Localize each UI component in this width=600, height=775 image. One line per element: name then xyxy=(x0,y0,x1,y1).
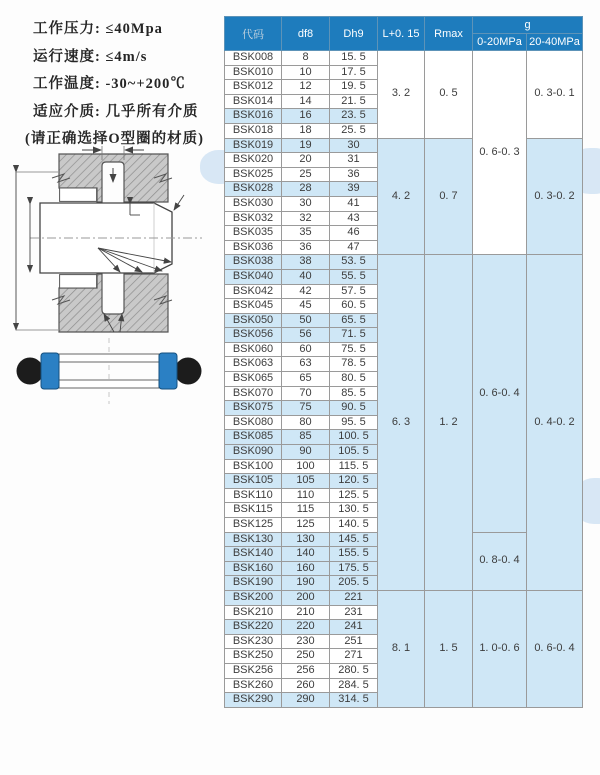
cell-code: BSK045 xyxy=(225,299,282,314)
cell-d: 70 xyxy=(282,386,330,401)
cell-D: 47 xyxy=(330,240,378,255)
cell-D: 140. 5 xyxy=(330,518,378,533)
cell-code: BSK036 xyxy=(225,240,282,255)
cell-D: 19. 5 xyxy=(330,80,378,95)
cell-g1: 0. 6-0. 3 xyxy=(473,51,527,255)
cell-code: BSK075 xyxy=(225,401,282,416)
cell-d: 110 xyxy=(282,488,330,503)
cell-d: 85 xyxy=(282,430,330,445)
cell-D: 17. 5 xyxy=(330,65,378,80)
cell-d: 60 xyxy=(282,342,330,357)
cell-d: 125 xyxy=(282,518,330,533)
header-g-low: 0-20MPa xyxy=(473,34,527,51)
table-row xyxy=(225,138,583,153)
cell-D: 60. 5 xyxy=(330,299,378,314)
cell-code: BSK140 xyxy=(225,547,282,562)
cell-D: 115. 5 xyxy=(330,459,378,474)
cell-code: BSK080 xyxy=(225,415,282,430)
cell-D: 53. 5 xyxy=(330,255,378,270)
cell-d: 200 xyxy=(282,590,330,605)
cell-d: 75 xyxy=(282,401,330,416)
installation-diagram xyxy=(2,142,214,349)
cell-d: 18 xyxy=(282,123,330,138)
cell-D: 125. 5 xyxy=(330,488,378,503)
cell-code: BSK020 xyxy=(225,153,282,168)
cell-d: 56 xyxy=(282,328,330,343)
cell-code: BSK210 xyxy=(225,605,282,620)
cell-d: 65 xyxy=(282,372,330,387)
cell-g1: 1. 0-0. 6 xyxy=(473,590,527,707)
cell-rmax: 1. 2 xyxy=(425,255,473,591)
cell-d: 10 xyxy=(282,65,330,80)
cell-d: 140 xyxy=(282,547,330,562)
cell-code: BSK032 xyxy=(225,211,282,226)
cell-D: 130. 5 xyxy=(330,503,378,518)
cell-D: 251 xyxy=(330,634,378,649)
cell-D: 280. 5 xyxy=(330,663,378,678)
cell-code: BSK063 xyxy=(225,357,282,372)
cell-D: 314. 5 xyxy=(330,693,378,708)
cell-d: 28 xyxy=(282,182,330,197)
cell-d: 20 xyxy=(282,153,330,168)
cell-D: 80. 5 xyxy=(330,372,378,387)
cell-D: 271 xyxy=(330,649,378,664)
cell-D: 120. 5 xyxy=(330,474,378,489)
oring-right xyxy=(175,358,202,385)
cell-d: 32 xyxy=(282,211,330,226)
cell-code: BSK035 xyxy=(225,226,282,241)
cell-code: BSK012 xyxy=(225,80,282,95)
cell-D: 175. 5 xyxy=(330,561,378,576)
cell-d: 14 xyxy=(282,94,330,109)
cell-D: 23. 5 xyxy=(330,109,378,124)
spec-line-temperature: 工作温度: -30~+200℃ xyxy=(33,76,186,92)
cell-D: 43 xyxy=(330,211,378,226)
cell-d: 250 xyxy=(282,649,330,664)
cell-D: 55. 5 xyxy=(330,269,378,284)
cell-d: 290 xyxy=(282,693,330,708)
seal-ring-right xyxy=(159,353,177,389)
cell-code: BSK250 xyxy=(225,649,282,664)
cell-d: 30 xyxy=(282,196,330,211)
cell-code: BSK105 xyxy=(225,474,282,489)
cell-g1: 0. 8-0. 4 xyxy=(473,532,527,590)
spec-line-media: 适应介质: 几乎所有介质 xyxy=(33,103,199,120)
cell-g2: 0. 3-0. 2 xyxy=(527,138,583,255)
cell-code: BSK125 xyxy=(225,518,282,533)
cell-code: BSK025 xyxy=(225,167,282,182)
cell-d: 105 xyxy=(282,474,330,489)
dimension-table-wrap xyxy=(224,16,583,708)
cell-D: 85. 5 xyxy=(330,386,378,401)
cell-D: 65. 5 xyxy=(330,313,378,328)
cell-code: BSK050 xyxy=(225,313,282,328)
cell-D: 155. 5 xyxy=(330,547,378,562)
cell-d: 130 xyxy=(282,532,330,547)
cell-code: BSK070 xyxy=(225,386,282,401)
seal-illustration xyxy=(14,338,204,409)
cell-d: 100 xyxy=(282,459,330,474)
cell-L: 8. 1 xyxy=(378,590,425,707)
cell-code: BSK290 xyxy=(225,693,282,708)
spec-text-block xyxy=(25,16,204,154)
cell-D: 221 xyxy=(330,590,378,605)
table-row xyxy=(225,590,583,605)
cell-d: 42 xyxy=(282,284,330,299)
cell-d: 50 xyxy=(282,313,330,328)
cell-D: 15. 5 xyxy=(330,51,378,66)
cell-code: BSK018 xyxy=(225,123,282,138)
cell-code: BSK060 xyxy=(225,342,282,357)
cell-D: 36 xyxy=(330,167,378,182)
seal-ring-left xyxy=(41,353,59,389)
cell-code: BSK256 xyxy=(225,663,282,678)
cell-L: 3. 2 xyxy=(378,51,425,139)
cell-code: BSK065 xyxy=(225,372,282,387)
cell-code: BSK085 xyxy=(225,430,282,445)
cell-code: BSK042 xyxy=(225,284,282,299)
cell-D: 39 xyxy=(330,182,378,197)
cell-d: 35 xyxy=(282,226,330,241)
cell-code: BSK008 xyxy=(225,51,282,66)
cell-code: BSK220 xyxy=(225,620,282,635)
cell-D: 105. 5 xyxy=(330,445,378,460)
cell-code: BSK019 xyxy=(225,138,282,153)
cell-D: 57. 5 xyxy=(330,284,378,299)
cell-d: 90 xyxy=(282,445,330,460)
cell-rmax: 0. 7 xyxy=(425,138,473,255)
cell-code: BSK030 xyxy=(225,196,282,211)
cell-D: 78. 5 xyxy=(330,357,378,372)
cell-D: 75. 5 xyxy=(330,342,378,357)
cell-code: BSK230 xyxy=(225,634,282,649)
seal-band-bottom xyxy=(59,380,159,388)
cell-d: 8 xyxy=(282,51,330,66)
cell-D: 205. 5 xyxy=(330,576,378,591)
header-L: L+0. 15 xyxy=(378,17,425,51)
table-row xyxy=(225,51,583,66)
cell-d: 19 xyxy=(282,138,330,153)
cell-g2: 0. 3-0. 1 xyxy=(527,51,583,139)
cell-d: 256 xyxy=(282,663,330,678)
cell-g1: 0. 6-0. 4 xyxy=(473,255,527,532)
spec-line-pressure: 工作压力: ≤40Mpa xyxy=(33,21,163,37)
cell-d: 40 xyxy=(282,269,330,284)
cell-code: BSK160 xyxy=(225,561,282,576)
cell-D: 46 xyxy=(330,226,378,241)
cell-L: 6. 3 xyxy=(378,255,425,591)
header-d: df8 xyxy=(282,17,330,51)
cell-code: BSK260 xyxy=(225,678,282,693)
cell-d: 16 xyxy=(282,109,330,124)
cell-code: BSK190 xyxy=(225,576,282,591)
seal-band-top xyxy=(59,354,159,362)
cell-d: 38 xyxy=(282,255,330,270)
cell-d: 12 xyxy=(282,80,330,95)
cell-d: 80 xyxy=(282,415,330,430)
dimension-table xyxy=(224,16,583,708)
table-body xyxy=(225,51,583,708)
cell-g2: 0. 6-0. 4 xyxy=(527,590,583,707)
cell-code: BSK200 xyxy=(225,590,282,605)
cell-D: 231 xyxy=(330,605,378,620)
cell-D: 241 xyxy=(330,620,378,635)
cell-D: 100. 5 xyxy=(330,430,378,445)
header-rmax: Rmax xyxy=(425,17,473,51)
header-D: Dh9 xyxy=(330,17,378,51)
cell-D: 71. 5 xyxy=(330,328,378,343)
cell-code: BSK100 xyxy=(225,459,282,474)
cell-d: 36 xyxy=(282,240,330,255)
cell-rmax: 1. 5 xyxy=(425,590,473,707)
cell-d: 45 xyxy=(282,299,330,314)
cell-d: 260 xyxy=(282,678,330,693)
cell-g2: 0. 4-0. 2 xyxy=(527,255,583,591)
cell-d: 63 xyxy=(282,357,330,372)
header-code: 代码 xyxy=(225,17,282,51)
cell-d: 190 xyxy=(282,576,330,591)
cell-code: BSK038 xyxy=(225,255,282,270)
cell-code: BSK010 xyxy=(225,65,282,80)
spec-line-speed: 运行速度: ≤4m/s xyxy=(33,48,148,65)
cell-D: 30 xyxy=(330,138,378,153)
cell-code: BSK090 xyxy=(225,445,282,460)
cell-code: BSK110 xyxy=(225,488,282,503)
header-g: g xyxy=(473,17,583,34)
cell-d: 115 xyxy=(282,503,330,518)
cell-d: 160 xyxy=(282,561,330,576)
cell-D: 90. 5 xyxy=(330,401,378,416)
cell-D: 284. 5 xyxy=(330,678,378,693)
header-g-high: 20-40MPa xyxy=(527,34,583,51)
oring-left xyxy=(17,358,44,385)
cell-code: BSK016 xyxy=(225,109,282,124)
cell-code: BSK040 xyxy=(225,269,282,284)
table-row xyxy=(225,255,583,270)
cell-L: 4. 2 xyxy=(378,138,425,255)
spec-line-note: (请正确选择O型圈的材质) xyxy=(25,131,204,147)
cell-code: BSK115 xyxy=(225,503,282,518)
cell-code: BSK028 xyxy=(225,182,282,197)
cell-D: 41 xyxy=(330,196,378,211)
cell-D: 21. 5 xyxy=(330,94,378,109)
cell-code: BSK056 xyxy=(225,328,282,343)
cell-code: BSK130 xyxy=(225,532,282,547)
cell-code: BSK014 xyxy=(225,94,282,109)
cell-rmax: 0. 5 xyxy=(425,51,473,139)
cell-D: 95. 5 xyxy=(330,415,378,430)
cell-D: 25. 5 xyxy=(330,123,378,138)
cell-d: 220 xyxy=(282,620,330,635)
cell-d: 230 xyxy=(282,634,330,649)
cell-D: 31 xyxy=(330,153,378,168)
cell-D: 145. 5 xyxy=(330,532,378,547)
cell-d: 25 xyxy=(282,167,330,182)
cell-d: 210 xyxy=(282,605,330,620)
